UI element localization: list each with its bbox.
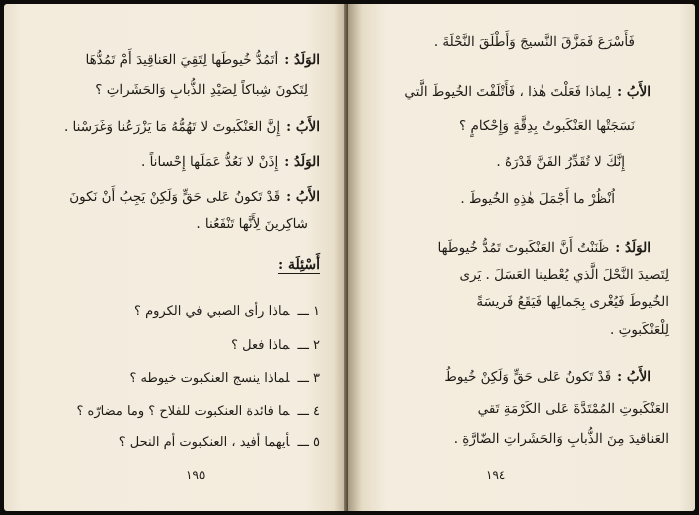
dialogue-line (478, 401, 669, 417)
dialogue-text: الخُيوطَ فَيُغْرى بِجَمالِها فَيَقَعُ فَريسَةً (476, 294, 669, 310)
dialogue-text: إِنَّ العَنْكَبوتَ لا تَهُمُّهُ مَا يَزْرَعُنا وَغَرَسْنا . (63, 119, 281, 135)
question-item (77, 404, 320, 419)
dialogue-line (460, 191, 615, 207)
dialogue-text: لِماذا فَعَلْتَ هٰذا ، فَأَتْلَفْتَ الخُيوطَ الَّتي (404, 84, 612, 100)
question-text: لماذا ينسج العنكبوت خيوطه ؟ (129, 371, 290, 386)
left-page (4, 4, 348, 511)
dialogue-line (438, 240, 652, 256)
speaker-label: الأَبُ : (617, 84, 651, 100)
dialogue-line (459, 118, 635, 134)
dialogue-line (459, 267, 669, 283)
dialogue-text: لِتَكونَ شِباكاً لِصَيْدِ الذُّبابِ وَالحَشَراتِ ؟ (95, 82, 308, 98)
question-text: ما فائدة العنكبوت للفلاح ؟ وما مضارّه ؟ (76, 404, 290, 419)
dialogue-text: نَسَجَتْها العَنْكَبوتُ بِدِقَّةٍ وَإِحْكامٍ ؟ (459, 118, 635, 134)
dialogue-line (86, 52, 321, 68)
dialogue-line (69, 189, 320, 205)
dialogue-text: شاكِرينَ لِأَنَّها تَنْفَعُنا . (196, 216, 308, 232)
page-number: ١٩٥ (186, 468, 206, 482)
dialogue-line (141, 154, 320, 170)
right-page (348, 4, 695, 511)
dialogue-text: لِتَصيدَ النَّحْلَ الَّذي يُعْطينا العَسَلَ . يَرى (459, 267, 669, 283)
dialogue-line (454, 431, 669, 447)
questions-heading: أَسْئِلَة : (277, 257, 320, 273)
question-number: ٤ ـــ (297, 404, 320, 419)
dialogue-text: إِذَنْ لا نَعُدُّ عَمَلَها إِحْساناً . (140, 154, 279, 170)
question-text: ماذا فعل ؟ (231, 338, 290, 353)
question-item (129, 371, 320, 386)
dialogue-text: لِلْعَنْكَبوتِ . (610, 322, 669, 338)
dialogue-text: العَنْكَبوتِ المُمْتَدَّةَ عَلى الكَرْمَةِ تَقي (477, 401, 669, 417)
question-number: ٢ ـــ (297, 338, 320, 353)
page-number: ١٩٤ (486, 468, 506, 482)
dialogue-line (496, 154, 625, 170)
dialogue-line (95, 82, 308, 98)
dialogue-text: العَناقيدَ مِنَ الذُّبابِ وَالحَشَراتِ الضّارَّةِ . (453, 431, 669, 447)
dialogue-line (434, 34, 635, 50)
question-item (134, 304, 320, 319)
question-number: ٥ ـــ (297, 435, 320, 450)
dialogue-text: فَأَسْرَعَ فَمَزَّقَ النَّسيجَ وَأَطْلَقَ النَّحْلَةَ . (433, 34, 635, 50)
speaker-label: الأَبُ : (617, 369, 651, 385)
question-number: ٣ ـــ (297, 371, 320, 386)
open-book (4, 4, 695, 511)
speaker-label: الوَلَدُ : (284, 154, 320, 170)
dialogue-text: قَدْ تَكونُ عَلى حَقٍّ وَلَكِنْ يَجِبُ أَنْ نَكونَ (69, 189, 281, 205)
dialogue-text: اُنْظُرْ ما أَجْمَلَ هٰذِهِ الخُيوطَ . (460, 191, 615, 207)
question-item (231, 338, 320, 353)
question-item (119, 435, 320, 450)
dialogue-text: إِنَّكَ لا تُقَدِّرُ الفَنَّ قَدْرَهُ . (496, 154, 625, 170)
dialogue-line (610, 322, 669, 338)
speaker-label: الأَبُ : (286, 119, 320, 135)
dialogue-line (196, 216, 308, 232)
dialogue-text: قَدْ تَكونُ عَلى حَقٍّ وَلَكِنْ خُيوطُ (444, 369, 612, 385)
speaker-label: الوَلَدُ : (284, 52, 320, 68)
dialogue-text: أتَمُدُّ خُيوطَها لِتَقِيَ العَناقِيدَ أَمْ تَمُدُّهَا (85, 52, 279, 68)
dialogue-line (444, 369, 651, 385)
dialogue-line (404, 84, 651, 100)
question-number: ١ ـــ (297, 304, 320, 319)
dialogue-text: ظَنَنْتُ أَنَّ العَنْكَبوتَ تَمُدُّ خُيوطَها (437, 240, 610, 256)
speaker-label: الوَلَدُ : (615, 240, 651, 256)
question-text: أيهما أفيد ، العنكبوت أم النحل ؟ (118, 435, 290, 450)
dialogue-line (476, 294, 669, 310)
speaker-label: الأَبُ : (286, 189, 320, 205)
question-text: ماذا رأى الصبي في الكروم ؟ (134, 304, 290, 319)
dialogue-line (64, 119, 320, 135)
